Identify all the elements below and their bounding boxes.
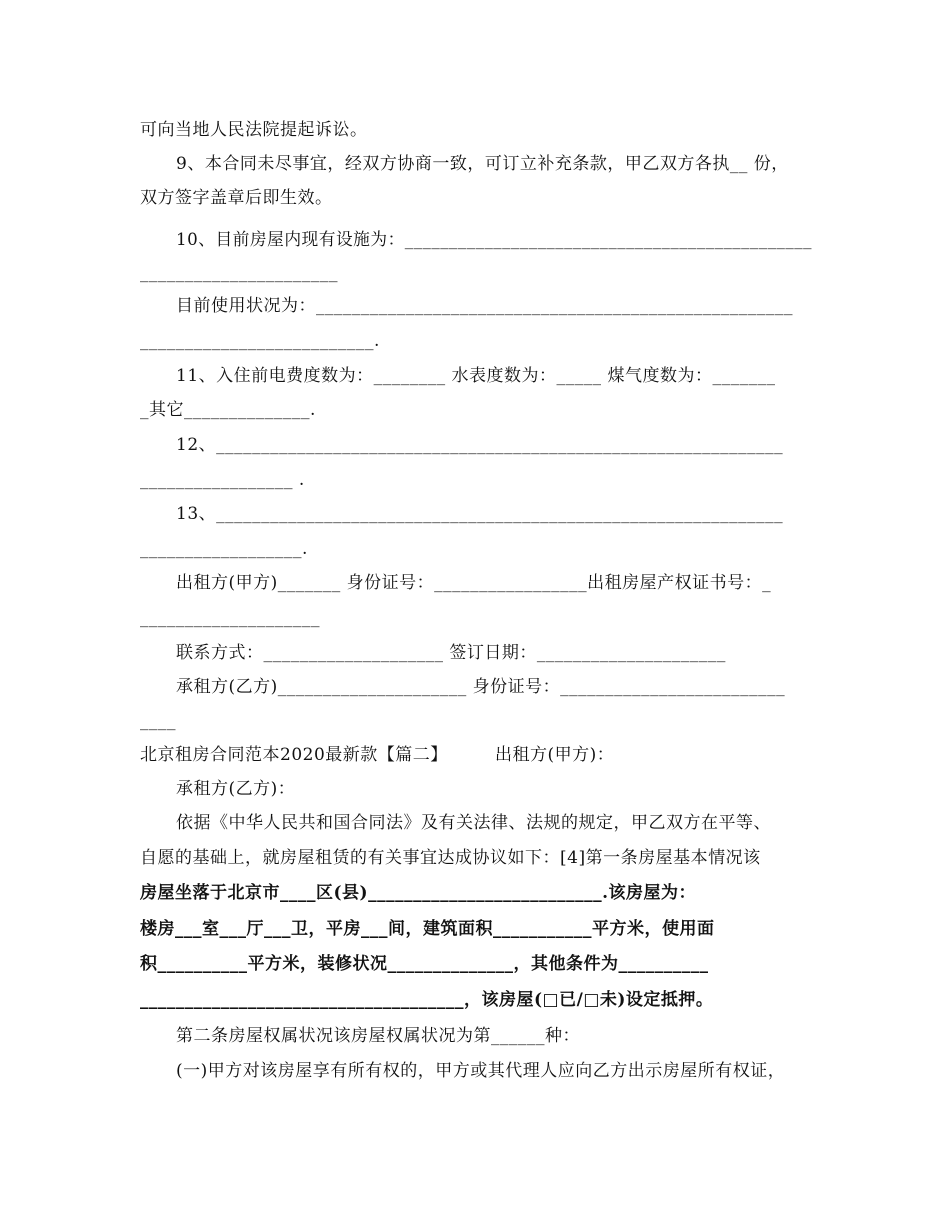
text-line: ____ xyxy=(140,711,176,731)
text-line: 出租方(甲方)_______ 身份证号：_________________出租房屋产权证书号：_ xyxy=(176,573,772,593)
text-line: ____________________________________，该房屋(□已/□未)设定抵押。 xyxy=(140,990,714,1010)
text-line: _________________ . xyxy=(140,470,305,490)
text-line: 积__________平方米，装修状况______________，其他条件为__________ xyxy=(140,954,709,974)
text-line: 10、目前房屋内现有设施为：______________________________________________ xyxy=(176,230,812,250)
text-line: 承租方(乙方)_____________________ 身份证号：_________________________ xyxy=(176,677,786,697)
text-line: 自愿的基础上，就房屋租赁的有关事宜达成协议如下：[4]第一条房屋基本情况该 xyxy=(140,848,761,868)
text-line: 12、_______________________________________________________________ xyxy=(176,435,784,455)
text-line: 9、本合同未尽事宜，经双方协商一致，可订立补充条款，甲乙双方各执__ 份， xyxy=(176,154,789,174)
text-line: 目前使用状况为：_____________________________________________________ xyxy=(176,296,793,316)
text-line: 联系方式：____________________ 签订日期：_____________________ xyxy=(176,643,726,663)
text-line: 承租方(乙方)： xyxy=(176,779,296,799)
text-line: ______________________ xyxy=(140,263,338,283)
text-line: 双方签字盖章后即生效。 xyxy=(140,188,333,208)
text-line: 楼房___室___厅___卫，平房___间，建筑面积___________平方米，使用面 xyxy=(140,919,715,939)
text-line: 依据《中华人民共和国合同法》及有关法律、法规的规定，甲乙双方在平等、 xyxy=(176,813,771,833)
text-line: (一)甲方对该房屋享有所有权的，甲方或其代理人应向乙方出示房屋所有权证， xyxy=(176,1061,786,1081)
text-line: 11、入住前电费度数为：________ 水表度数为：_____ 煤气度数为：_______ xyxy=(176,366,776,386)
text-line: 可向当地人民法院提起诉讼。 xyxy=(140,120,368,140)
text-line: 13、_______________________________________________________________ xyxy=(176,504,784,524)
text-line: ____________________ xyxy=(140,608,320,628)
text-line: __________________________. xyxy=(140,331,380,351)
text-line: _其它______________. xyxy=(140,400,316,420)
text-line: 房屋坐落于北京市____区(县)__________________________.该房屋为： xyxy=(140,883,697,903)
text-line: 第二条房屋权属状况该房屋权属状况为第______种： xyxy=(176,1026,580,1046)
text-line: __________________. xyxy=(140,539,308,559)
section-heading: 北京租房合同范本2020最新款【篇二】 出租方(甲方)： xyxy=(140,745,615,765)
